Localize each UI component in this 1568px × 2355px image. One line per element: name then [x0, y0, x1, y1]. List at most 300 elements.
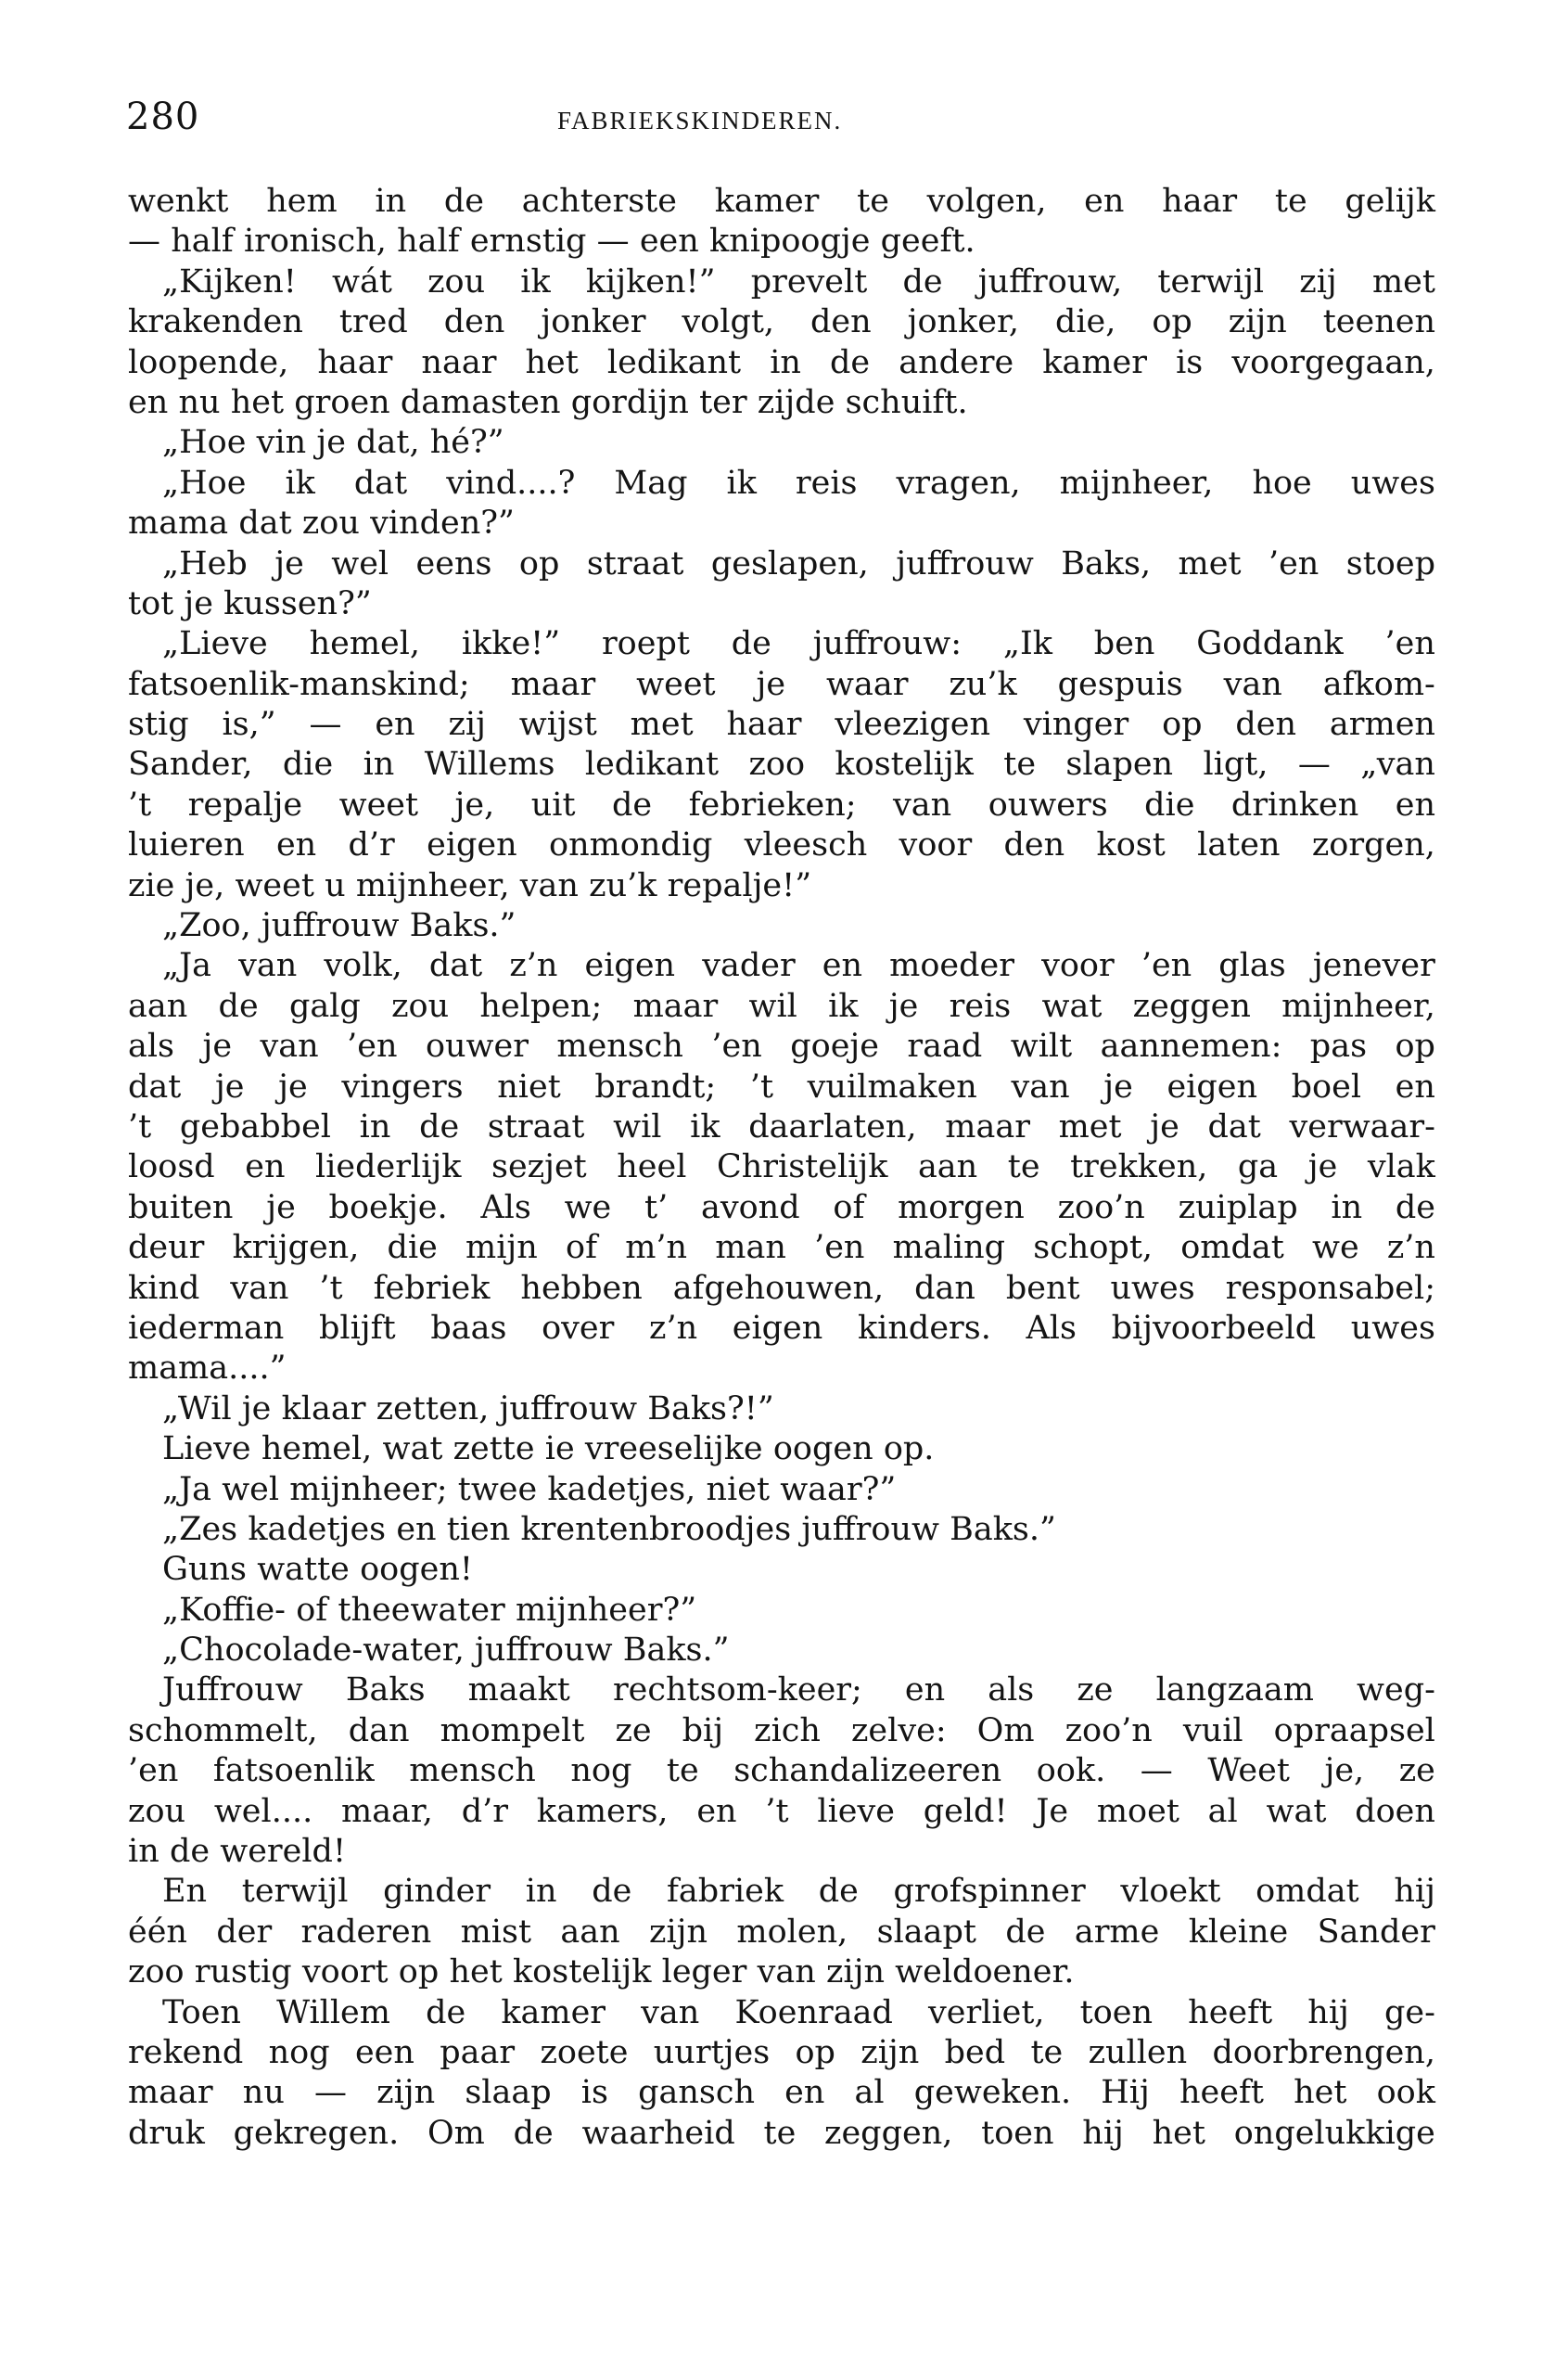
word: responsabel;: [1225, 1269, 1435, 1307]
word: voorgegaan,: [1231, 343, 1435, 381]
word: de: [169, 1833, 210, 1871]
word: en: [784, 2074, 825, 2112]
word: schuift.: [845, 383, 968, 421]
word: wel: [331, 544, 389, 582]
word: de: [419, 1107, 460, 1146]
word: en: [375, 706, 415, 744]
word: kussen?”: [223, 584, 372, 622]
word: zette: [453, 1430, 535, 1468]
word: is,”: [222, 706, 276, 744]
word: zie: [128, 866, 175, 904]
text-line: [128, 302, 1435, 342]
word: ledikant: [584, 746, 720, 784]
word: zij: [448, 706, 486, 744]
text-line: [128, 343, 1435, 383]
word: dan: [348, 1711, 410, 1749]
word: oogen!: [360, 1551, 473, 1589]
word: je,: [1324, 1752, 1365, 1790]
word: het: [1152, 2114, 1205, 2152]
word: uwes: [1110, 1269, 1195, 1307]
word: zeggen,: [824, 2114, 953, 2152]
word: je: [266, 1188, 296, 1226]
word: raad: [907, 1028, 983, 1066]
word: Mag: [614, 464, 688, 502]
word: de: [818, 1873, 859, 1911]
word: wil: [748, 987, 797, 1025]
text-line: [128, 2033, 1435, 2073]
word: niet: [706, 1470, 771, 1508]
word: fatsoenlik-manskind;: [128, 665, 470, 703]
text-line: [128, 182, 1435, 222]
word: in: [128, 1833, 159, 1871]
word: den: [809, 303, 872, 341]
word: „Zes: [162, 1510, 238, 1548]
word: prevelt: [750, 262, 868, 301]
word: fabriek: [666, 1873, 784, 1911]
word: half: [397, 223, 460, 261]
word: juffrouw: [896, 544, 1034, 582]
text-line: [128, 1429, 1435, 1469]
word: maakt: [467, 1671, 570, 1709]
word: omdat: [1180, 1229, 1284, 1267]
word: tien: [446, 1510, 511, 1548]
word: arme: [1074, 1913, 1160, 1951]
word: mensch: [409, 1752, 536, 1790]
word: Goddank: [1196, 625, 1344, 663]
word: galg: [288, 987, 361, 1025]
word: je: [274, 544, 304, 582]
word: ze: [615, 1711, 652, 1749]
word: te: [763, 2114, 797, 2152]
word: mama: [128, 505, 229, 543]
word: En: [162, 1873, 208, 1911]
word: z’n: [649, 1309, 698, 1347]
word: „Hoe: [162, 464, 247, 502]
word: mijnheer?”: [515, 1591, 697, 1629]
word: weet: [235, 866, 314, 904]
word: Om: [427, 2114, 485, 2152]
word: het: [449, 1953, 503, 1991]
text-line: [128, 866, 1435, 906]
word: vloekt: [1120, 1873, 1221, 1911]
word: iederman: [128, 1309, 285, 1347]
word: van: [757, 1953, 816, 1991]
word: je,: [185, 866, 225, 904]
word: rustig: [194, 1953, 292, 1991]
word: in: [375, 183, 407, 220]
word: moet: [1096, 1792, 1179, 1830]
word: maar: [128, 2074, 213, 2112]
word: en: [396, 1510, 437, 1548]
word: brandt;: [594, 1068, 717, 1106]
word: weldoener.: [895, 1953, 1075, 1991]
word: één: [128, 1913, 187, 1951]
text-line: [128, 1993, 1435, 2033]
word: de: [513, 2114, 554, 2152]
word: krijgen,: [232, 1229, 360, 1267]
word: Baks.”: [409, 907, 516, 945]
word: dat: [128, 1068, 182, 1106]
word: hemel,: [309, 625, 421, 663]
word: kost: [1096, 826, 1166, 864]
word: ’t: [128, 786, 152, 824]
word: je: [756, 665, 786, 703]
word: zoete: [540, 2033, 629, 2071]
word: afkom-: [1322, 665, 1435, 703]
word: zoo: [128, 1953, 185, 1991]
text-line: [128, 1309, 1435, 1349]
word: geld!: [923, 1792, 1008, 1830]
word: achterste: [521, 183, 677, 220]
word: van: [260, 1028, 319, 1066]
word: straat: [487, 1107, 585, 1146]
text-line: [128, 1470, 1435, 1510]
word: ze: [1077, 1671, 1114, 1709]
word: nu: [242, 2074, 285, 2112]
word: d’r: [348, 826, 395, 864]
word: wenkt: [128, 183, 229, 220]
word: Om: [976, 1711, 1035, 1749]
word: eens: [415, 544, 492, 582]
word: Sander,: [128, 746, 253, 784]
word: we: [1312, 1229, 1359, 1267]
word: repalje!”: [667, 866, 812, 904]
word: eigen: [1166, 1068, 1258, 1106]
word: in: [1331, 1188, 1363, 1226]
word: oogen: [772, 1430, 873, 1468]
word: doorbrengen,: [1212, 2033, 1435, 2071]
text-line: [128, 1913, 1435, 1952]
word: naar: [421, 343, 497, 381]
word: kamer: [1042, 343, 1147, 381]
text-line: [128, 1631, 1435, 1670]
word: van: [519, 866, 579, 904]
word: aan: [560, 1913, 620, 1951]
word: te: [857, 183, 889, 220]
word: gelijk: [1345, 183, 1435, 220]
word: —: [128, 223, 160, 261]
word: van: [1011, 1068, 1070, 1106]
text-line: [128, 1872, 1435, 1912]
word: wat: [1266, 1792, 1327, 1830]
word: hebben: [520, 1269, 643, 1307]
word: ’t: [765, 1792, 789, 1830]
word: ook: [1376, 2074, 1435, 2112]
word: zu’k: [949, 665, 1017, 703]
word: uwes: [1350, 1309, 1435, 1347]
text-line: [128, 1349, 1435, 1389]
word: —: [314, 2074, 348, 2112]
word: zelve:: [850, 1711, 947, 1749]
word: die: [387, 1229, 438, 1267]
text-line: [128, 544, 1435, 584]
word: en: [696, 1792, 737, 1830]
word: gespuis: [1057, 665, 1183, 703]
word: glas: [1218, 947, 1286, 985]
word: Baks: [345, 1671, 426, 1709]
word: klaar: [281, 1389, 366, 1427]
word: bijvoorbeeld: [1111, 1309, 1317, 1347]
word: daarlaten,: [748, 1107, 917, 1146]
word: juffrouw,: [977, 262, 1123, 301]
word: je,: [454, 786, 495, 824]
word: Je: [1036, 1792, 1069, 1830]
word: niet: [497, 1068, 561, 1106]
word: m’n: [625, 1229, 688, 1267]
word: voor: [899, 826, 973, 864]
word: repalje: [187, 786, 303, 824]
word: Baks?!”: [647, 1389, 774, 1427]
word: juffrouw: [801, 1510, 939, 1548]
word: zoo’n: [1057, 1188, 1145, 1226]
word: ouwers: [988, 786, 1108, 824]
word: afgehouwen,: [672, 1269, 885, 1307]
word: de: [731, 625, 771, 663]
word: ledikant: [606, 343, 742, 381]
word: over: [542, 1309, 615, 1347]
text-line: [128, 1711, 1435, 1751]
word: baas: [430, 1309, 507, 1347]
word: „van: [1360, 746, 1435, 784]
word: Als: [480, 1188, 531, 1226]
word: je: [278, 1068, 308, 1106]
word: verwaar-: [1289, 1107, 1435, 1146]
word: het: [525, 343, 579, 381]
word: kind: [128, 1269, 200, 1307]
word: in: [770, 343, 801, 381]
word: krentenbroodjes: [520, 1510, 792, 1548]
text-line: [128, 1792, 1435, 1832]
word: der: [216, 1913, 273, 1951]
word: weet: [338, 786, 419, 824]
word: zijde: [757, 383, 835, 421]
word: goeje: [790, 1028, 879, 1066]
word: Baks.”: [950, 1510, 1056, 1548]
word: weg-: [1357, 1671, 1435, 1709]
word: boekje.: [328, 1188, 448, 1226]
word: van: [893, 786, 952, 824]
word: van: [641, 1993, 700, 2031]
word: den: [1003, 826, 1065, 864]
word: kamers,: [536, 1792, 669, 1830]
word: hé?”: [429, 424, 504, 462]
word: geeft.: [880, 223, 975, 261]
word: vleesch: [744, 826, 868, 864]
word: de: [1395, 1188, 1435, 1226]
word: nu: [178, 383, 221, 421]
text-line: [128, 1550, 1435, 1590]
word: buiten: [128, 1188, 234, 1226]
word: d’r: [461, 1792, 508, 1830]
word: ’en: [128, 1752, 179, 1790]
word: —: [596, 223, 630, 261]
word: t’: [644, 1188, 669, 1226]
word: z’n: [1386, 1229, 1435, 1267]
word: omdat: [1256, 1873, 1359, 1911]
word: leger: [661, 1953, 747, 1991]
word: mama....”: [128, 1350, 287, 1388]
word: al: [1207, 1792, 1238, 1830]
word: zou: [427, 262, 486, 301]
word: je: [888, 987, 919, 1025]
word: „Hoe: [162, 424, 247, 462]
word: loopende,: [128, 343, 289, 381]
word: waar: [826, 665, 909, 703]
word: slaap: [465, 2074, 552, 2112]
word: grofspinner: [893, 1873, 1086, 1911]
word: je: [241, 1389, 272, 1427]
word: op: [1162, 706, 1203, 744]
word: wel: [222, 1470, 280, 1508]
word: vuilmaken: [807, 1068, 977, 1106]
word: vin: [256, 424, 307, 462]
word: geslapen,: [710, 544, 869, 582]
word: zou: [391, 987, 450, 1025]
word: te: [1003, 746, 1037, 784]
word: ’t: [128, 1107, 152, 1146]
word: Baks.”: [622, 1632, 730, 1670]
word: bent: [1005, 1269, 1080, 1307]
word: zullen: [1088, 2033, 1188, 2071]
word: je: [1103, 1068, 1133, 1106]
word: kamer: [501, 1993, 606, 2031]
word: van: [238, 947, 298, 985]
word: deur: [128, 1229, 205, 1267]
word: geweken.: [913, 2074, 1072, 2112]
text-line: [128, 2114, 1435, 2154]
word: langzaam: [1155, 1671, 1314, 1709]
word: je: [316, 424, 346, 462]
text-line: [128, 705, 1435, 745]
word: haar: [1162, 183, 1238, 220]
word: te: [1274, 183, 1307, 220]
word: armen: [1329, 706, 1435, 744]
word: paar: [440, 2033, 516, 2071]
page-number: 280: [126, 96, 200, 138]
word: als: [988, 1671, 1035, 1709]
word: loosd: [128, 1148, 215, 1186]
word: morgen: [898, 1188, 1025, 1226]
word: maar: [632, 987, 719, 1025]
word: jonker: [541, 303, 646, 341]
word: tot: [128, 584, 174, 622]
word: zoo: [748, 746, 806, 784]
word: de: [902, 262, 943, 301]
text-line: [128, 584, 1435, 624]
word: zij: [1299, 262, 1337, 301]
word: voor: [1041, 947, 1115, 985]
word: trekken,: [1070, 1148, 1208, 1186]
word: je: [214, 1068, 245, 1106]
word: „Koffie-: [162, 1591, 287, 1629]
word: uit: [530, 786, 576, 824]
word: terwijl: [241, 1873, 349, 1911]
text-line: [128, 1389, 1435, 1429]
word: luieren: [128, 826, 245, 864]
word: zetten,: [376, 1389, 490, 1427]
word: met: [1371, 262, 1435, 301]
word: vleezigen: [835, 706, 991, 744]
word: vingers: [341, 1068, 464, 1106]
text-line: [128, 1027, 1435, 1067]
word: is: [1176, 343, 1204, 381]
word: Hij: [1101, 2074, 1150, 2112]
word: hij: [1082, 2114, 1124, 2152]
word: in: [359, 1107, 391, 1146]
word: Lieve: [162, 1430, 251, 1468]
word: ’t: [749, 1068, 774, 1106]
word: te: [666, 1752, 699, 1790]
word: knipoogje: [709, 223, 871, 261]
word: die,: [1054, 303, 1116, 341]
text-line: [128, 262, 1435, 302]
word: of: [833, 1188, 865, 1226]
word: met: [1178, 544, 1242, 582]
text-line: [128, 906, 1435, 946]
word: half: [171, 223, 234, 261]
text-line: [128, 1269, 1435, 1309]
word: sezjet: [491, 1148, 587, 1186]
word: ge-: [1384, 1993, 1435, 2031]
word: op: [1395, 1028, 1435, 1066]
word: voort: [301, 1953, 389, 1991]
word: ook.: [1036, 1752, 1106, 1790]
word: „Heb: [162, 544, 248, 582]
word: dat: [1207, 1107, 1261, 1146]
word: in: [525, 1873, 557, 1911]
word: wel....: [213, 1792, 313, 1830]
word: van: [1223, 665, 1282, 703]
word: schandalizeeren: [733, 1752, 1002, 1790]
word: met: [630, 706, 694, 744]
word: kinders.: [857, 1309, 991, 1347]
word: ginder: [383, 1873, 491, 1911]
word: vinden?”: [370, 505, 515, 543]
word: teenen: [1322, 303, 1435, 341]
word: mijnheer,: [1059, 464, 1214, 502]
word: en: [1084, 183, 1125, 220]
text-line: [128, 624, 1435, 664]
word: ’en: [1384, 625, 1435, 663]
word: z’n: [509, 947, 558, 985]
word: wil: [613, 1107, 662, 1146]
text-line: [128, 1188, 1435, 1228]
word: met: [1058, 1107, 1122, 1146]
word: opraapsel: [1273, 1711, 1435, 1749]
word: „Wil: [162, 1389, 232, 1427]
word: zou: [301, 505, 360, 543]
word: een: [639, 223, 699, 261]
word: „Ja: [162, 1470, 212, 1508]
word: die: [282, 746, 334, 784]
word: je: [202, 1028, 233, 1066]
text-line: [128, 1952, 1435, 1992]
word: op: [518, 544, 560, 582]
word: de: [443, 183, 484, 220]
word: twee: [457, 1470, 538, 1508]
word: den: [1235, 706, 1297, 744]
word: nog: [268, 2033, 330, 2071]
word: laten: [1197, 826, 1281, 864]
word: den: [443, 303, 505, 341]
word: heeft: [1188, 1993, 1273, 2031]
word: vind....?: [446, 464, 576, 502]
word: kadetjes,: [547, 1470, 696, 1508]
word: en: [822, 947, 863, 985]
word: als: [128, 1028, 175, 1066]
word: zoo’n: [1064, 1711, 1153, 1749]
word: ’en: [711, 1028, 762, 1066]
